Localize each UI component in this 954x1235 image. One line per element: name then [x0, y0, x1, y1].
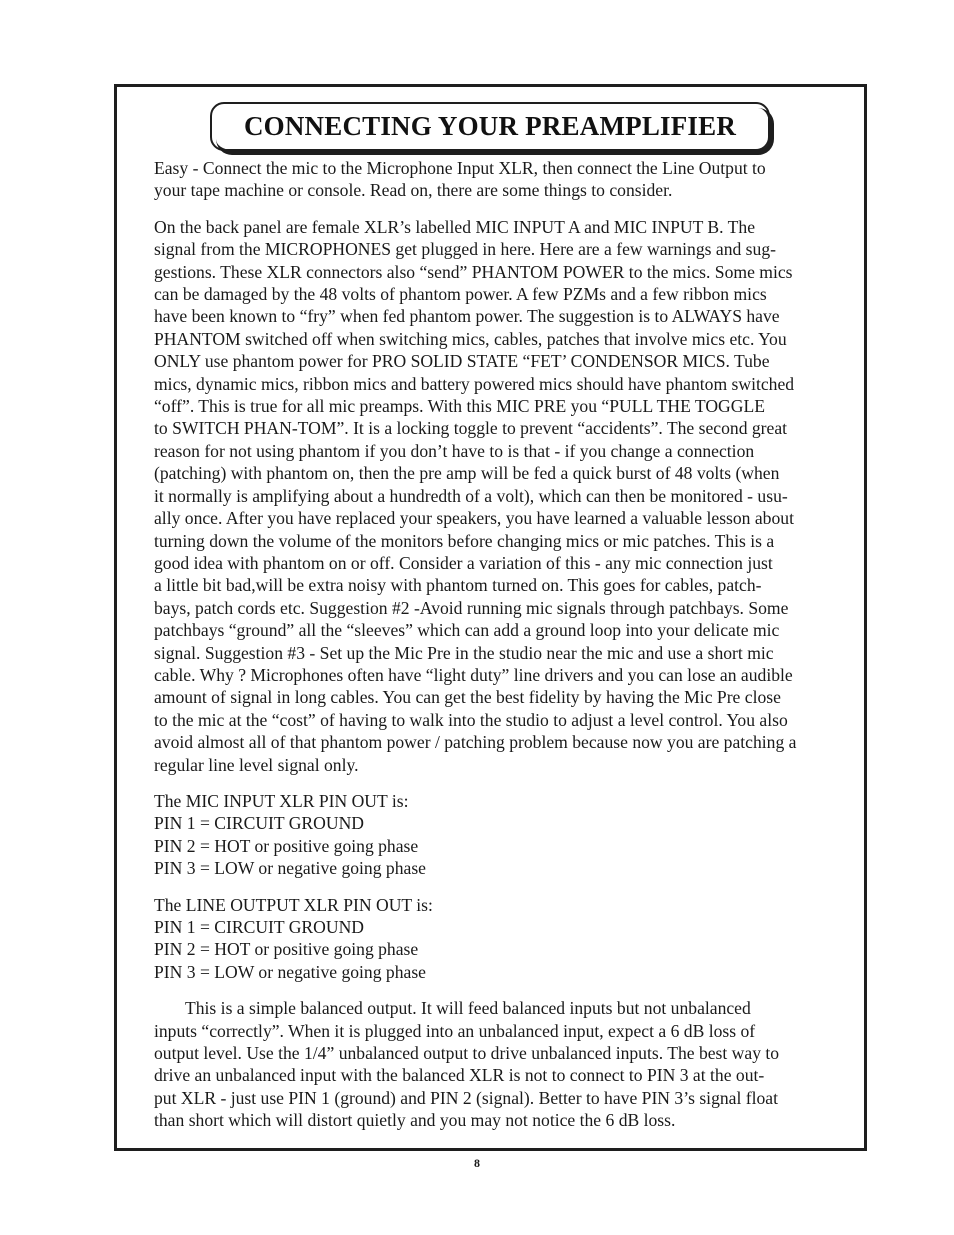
text-line: it normally is amplifying about a hundredth of a volt), which can then be monitored - usu-: [154, 485, 788, 506]
text-line: On the back panel are female XLR’s labelled MIC INPUT A and MIC INPUT B. The: [154, 216, 756, 237]
page-number: 8: [474, 1156, 480, 1170]
page-title: CONNECTING YOUR PREAMPLIFIER: [243, 111, 737, 141]
text-line: to SWITCH PHAN-TOM”. It is a locking toggle to prevent “accidents”. The second great: [154, 418, 788, 439]
text-line: Easy - Connect the mic to the Microphone Input XLR, then connect the Line Output to: [154, 158, 766, 178]
text-line: mics, dynamic mics, ribbon mics and battery powered mics should have phantom switched: [154, 373, 795, 394]
text-line: avoid almost all of that phantom power / patching problem because now you are patching a: [154, 732, 797, 753]
text-line: good idea with phantom on or off. Consider a variation of this - any mic connection just: [154, 552, 773, 573]
pinout-line: PIN 1 = CIRCUIT GROUND: [154, 917, 364, 937]
pinout-line: PIN 3 = LOW or negative going phase: [154, 961, 426, 982]
pinout-line: PIN 3 = LOW or negative going phase: [154, 858, 426, 879]
text-line: cable. Why ? Microphones often have “light duty” line drivers and you can lose an audible: [154, 664, 793, 685]
text-line: a little bit bad,will be extra noisy with phantom turned on. This goes for cables, patch-: [154, 575, 762, 596]
line-output-pinout: [154, 894, 857, 984]
text-line: than short which will distort quietly and you may not notice the 6 dB loss.: [154, 1110, 676, 1131]
text-line: amount of signal in long cables. You can get the best fidelity by having the Mic Pre close: [154, 687, 781, 708]
text-line: ONLY use phantom power for PRO SOLID STATE “FET’ CONDENSOR MICS. Tube: [154, 351, 770, 372]
balanced-output-paragraph: [154, 997, 857, 1131]
text-line: regular line level signal only.: [154, 754, 359, 775]
phantom-power-paragraph: [154, 216, 857, 776]
pinout-line: PIN 2 = HOT or positive going phase: [154, 835, 419, 856]
text-line: have been known to “fry” when fed phantom power. The suggestion is to ALWAYS have: [154, 306, 780, 327]
pinout-heading: The LINE OUTPUT XLR PIN OUT is:: [154, 894, 433, 915]
text-line: (patching) with phantom on, then the pre amp will be fed a quick burst of 48 volts (when: [154, 463, 780, 484]
text-line: turning down the volume of the monitors before changing mics or mic patches. This is a: [154, 530, 775, 551]
pinout-heading: The MIC INPUT XLR PIN OUT is:: [154, 790, 409, 811]
title-banner: [210, 102, 770, 151]
page-frame: [114, 84, 867, 1151]
text-line: reason for not using phantom if you don’t have to is that - if you change a connection: [154, 440, 755, 461]
text-line: patchbays “ground” all the “sleeves” which can add a ground loop into your delicate mic: [154, 620, 780, 641]
text-line: to the mic at the “cost” of having to walk into the studio to adjust a level control. You also: [154, 709, 788, 730]
text-line: inputs “correctly”. When it is plugged into an unbalanced input, expect a 6 dB loss of: [154, 1020, 756, 1041]
text-line: put XLR - just use PIN 1 (ground) and PIN 2 (signal). Better to have PIN 3’s signal float: [154, 1087, 779, 1108]
text-line: ally once. After you have replaced your speakers, you have learned a valuable lesson about: [154, 508, 794, 529]
text-line: output level. Use the 1/4” unbalanced output to drive unbalanced inputs. The best way to: [154, 1043, 780, 1064]
text-line: can be damaged by the 48 volts of phantom power. A few PZMs and a few ribbon mics: [154, 284, 767, 305]
text-line: drive an unbalanced input with the balanced XLR is not to connect to PIN 3 at the out-: [154, 1065, 765, 1086]
text-line: bays, patch cords etc. Suggestion #2 -Avoid running mic signals through patchbays. Some: [154, 597, 789, 618]
text-line: your tape machine or console. Read on, there are some things to consider.: [154, 180, 673, 201]
pinout-line: PIN 1 = CIRCUIT GROUND: [154, 813, 364, 834]
text-line: signal. Suggestion #3 - Set up the Mic Pre in the studio near the mic and use a short mic: [154, 642, 774, 663]
text-line: gestions. These XLR connectors also “send” PHANTOM POWER to the mics. Some mics: [154, 261, 793, 282]
pinout-line: PIN 2 = HOT or positive going phase: [154, 939, 419, 960]
mic-input-pinout: [154, 790, 857, 880]
text-line: PHANTOM switched off when switching mics, cables, patches that involve mics etc. You: [154, 328, 787, 349]
text-line: This is a simple balanced output. It will feed balanced inputs but not unbalanced: [185, 998, 751, 1019]
body-text: [154, 157, 857, 1132]
text-line: “off”. This is true for all mic preamps. With this MIC PRE you “PULL THE TOGGLE: [154, 396, 765, 417]
intro-paragraph: [154, 157, 857, 202]
text-line: signal from the MICROPHONES get plugged in here. Here are a few warnings and sug-: [154, 239, 776, 260]
